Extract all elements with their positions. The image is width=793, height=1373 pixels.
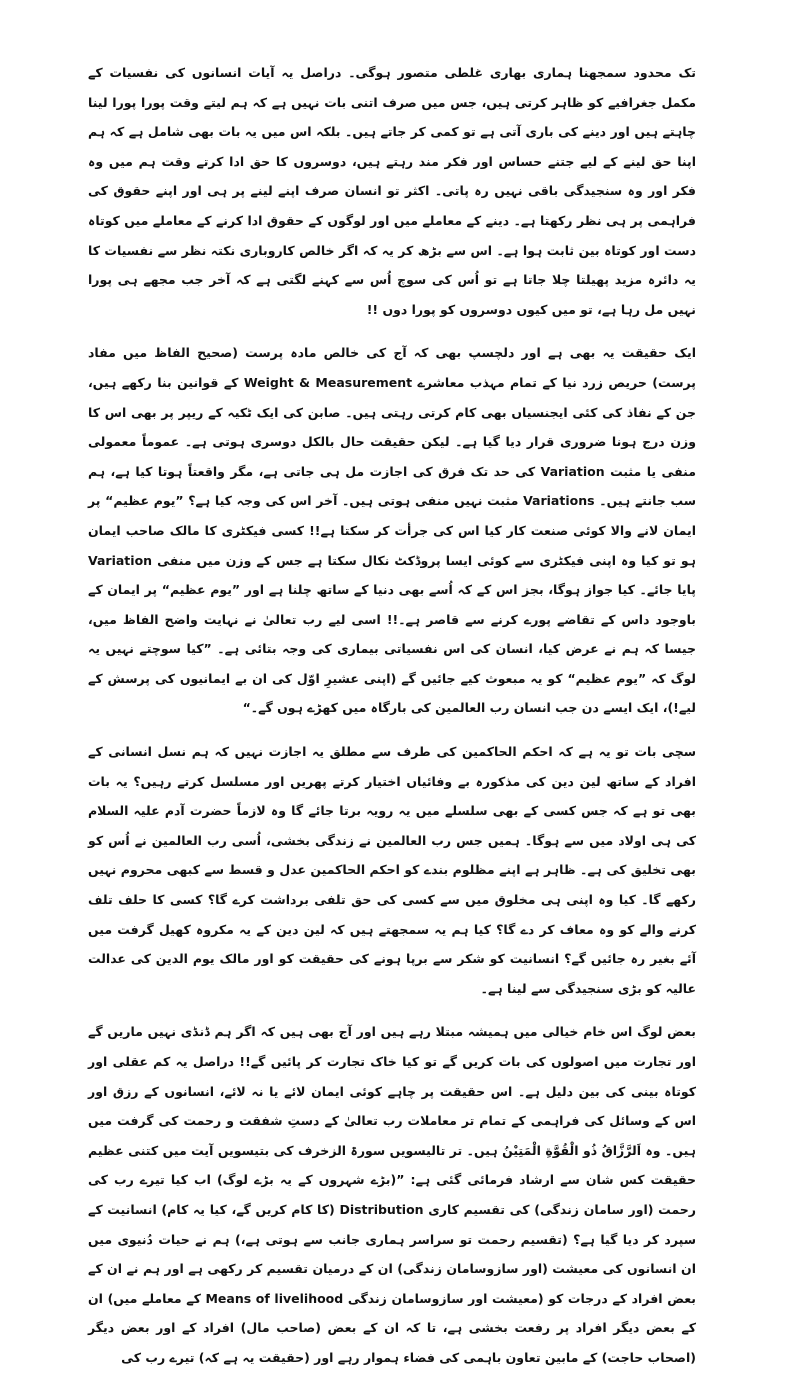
paragraph-4: بعض لوگ اس خام خیالی میں ہمیشہ مبتلا رہے ہیں اور آج بھی ہیں کہ اگر ہم ڈنڈی نہیں ماریں گے اور تجارت میں اصولوں کی بات کریں گے تو کیا خاک تجارت کر پائیں گے!! دراصل یہ کم عقلی اور کوتاہ بینی کی بین دلیل ہے۔ اس حقیقت پر چاہے کوئی ایمان لائے یا نہ لائے، انسانوں کے رزق اور اس کے وسائل کی فراہمی کے تمام تر معاملات رب تعالیٰ کے دستِ شفقت و رحمت کی گرفت میں ہیں۔ وہ اَلرَّزَّاقُ ذُو الْقُوَّةِ الْمَتِيْنُ ہیں۔ تر تالیسویں سورۃ الزخرف کی بتیسویں آیت میں کتنی عظیم حقیقت کس شان سے ارشاد فرمائی گئی ہے: ”(بڑے شہروں کے یہ بڑے لوگ) اب کیا تیرے رب کی رحمت (اور سامان زندگی) کی تقسیم کاری Distribution (کا کام کریں گے، کیا یہ کام) انسانیت کے سپرد کر دیا گیا ہے؟ (تقسیم رحمت تو سراسر ہماری جانب سے ہوتی ہے،) ہم نے حیات دُنیوی میں ان انسانوں کی معیشت (اور سازوسامان زندگی) ان کے درمیان تقسیم کر رکھی ہے اور ہم نے ان کے بعض افراد کے درجات کو (معیشت اور سازوسامان زندگی Means of livelihood کے معاملے میں) ان کے بعض دیگر افراد پر رفعت بخشی ہے، تا کہ ان کے بعض (صاحب مال) افراد کے اور بعض دیگر (اصحاب حاجت) کے مابین تعاون باہمی کی فضاء ہموار رہے اور (حقیقت یہ ہے کہ) تیرے رب کی <box>88 1024 696 1365</box>
paragraph-1: تک محدود سمجھنا ہماری بھاری غلطی متصور ہوگی۔ دراصل یہ آیات انسانوں کی نفسیات کے مکمل جغرافیے کو ظاہر کرتی ہیں، جس میں صرف اتنی بات نہیں ہے کہ ہم لیتے وقت پورا پورا لینا چاہتے ہیں اور دینے کی باری آتی ہے تو کمی کر جاتے ہیں۔ بلکہ اس میں یہ بات بھی شامل ہے کہ ہم اپنا حق لینے کے لیے جتنے حساس اور فکر مند رہتے ہیں، دوسروں کا حق ادا کرتے وقت ہم میں وہ فکر اور وہ سنجیدگی باقی نہیں رہ پاتی۔ اکثر تو انسان صرف اپنے لینے پر ہی اور اپنے حقوق کی فراہمی پر ہی نظر رکھتا ہے۔ دینے کے معاملے میں اور لوگوں کے حقوق ادا کرنے کے معاملے میں کوتاہ دست اور کوتاہ بین ثابت ہوا ہے۔ اس سے بڑھ کر یہ کہ اگر خالص کاروباری نکتہ نظر سے نفسیات کا یہ دائرہ مزید پھیلتا چلا جاتا ہے تو اُس کی سوچ اُس سے کہنے لگتی ہے کہ آخر جب مجھے ہی پورا نہیں مل رہا ہے، تو میں کیوں دوسروں کو پورا دوں !! <box>88 65 696 317</box>
paragraph-2: ایک حقیقت یہ بھی ہے اور دلچسپ بھی کہ آج کی خالص مادہ پرست (صحیح الفاظ میں مفاد پرست) حریص زرد نیا کے تمام مہذب معاشرے Weight & Measurement کے قوانین بنا رکھے ہیں، جن کے نفاذ کی کئی ایجنسیاں بھی کام کرتی رہتی ہیں۔ صابن کی ایک ٹکیہ کے ریپر پر بھی اس کا وزن درج ہونا ضروری قرار دیا گیا ہے۔ لیکن حقیقت حال بالکل دوسری ہوتی ہے۔ عموماً معمولی منفی یا مثبت Variation کی حد تک فرق کی اجازت مل ہی جاتی ہے، مگر واقعتاً ہوتا کیا ہے، ہم سب جانتے ہیں۔ Variations مثبت نہیں منفی ہوتی ہیں۔ آخر اس کی وجہ کیا ہے؟ ”یوم عظیم“ پر ایمان لانے والا کوئی صنعت کار کیا اس کی جرأت کر سکتا ہے!! کسی فیکٹری کا مالک صاحب ایمان ہو تو کیا وہ اپنی فیکٹری سے کوئی ایسا پروڈکٹ نکال سکتا ہے جس کے وزن میں منفی Variation پایا جائے۔ کیا جواز ہوگا، بجز اس کے کہ اُسے بھی دنیا کے ساتھ چلنا ہے اور ”یوم عظیم“ پر ایمان کے باوجود داس کے تقاضے پورے کرنے سے قاصر ہے۔!! اسی لیے رب تعالیٰ نے نہایت واضح الفاظ میں، جیسا کہ ہم نے عرض کیا، انسان کی اس نفسیاتی بیماری کی وجہ بتائی ہے۔ ”کیا سوچتے نہیں یہ لوگ کہ ”یوم عظیم“ کو یہ مبعوث کیے جائیں گے (اپنی عشیرِ اوّل کی ان بے ایمانیوں کی پرسش کے لیے!)، ایک ایسے دن جب انسان رب العالمین کی بارگاہ میں کھڑے ہوں گے۔“ <box>88 345 696 716</box>
document-body <box>88 58 696 1373</box>
paragraph-3: سچی بات تو یہ ہے کہ احکم الحاکمین کی طرف سے مطلق یہ اجازت نہیں کہ ہم نسل انسانی کے افراد کے ساتھ لین دین کی مذکورہ بے وفائیاں اختیار کرتے پھریں اور مسلسل کرتے رہیں؟ یہ بات بھی تو ہے کہ جس کسی کے بھی سلسلے میں یہ رویہ برتا جائے گا وہ لازماً حضرت آدم علیہ السلام کی ہی اولاد میں سے ہوگا۔ ہمیں جس رب العالمین نے زندگی بخشی، اُسی رب العالمین نے اُس کو بھی تخلیق کی ہے۔ ظاہر ہے اپنے مظلوم بندے کو احکم الحاکمین عدل و قسط سے کبھی محروم نہیں رکھے گا۔ کیا وہ اپنی ہی مخلوق میں سے کسی کی حق تلفی برداشت کرے گا؟ کسی کا حلف تلف کرنے والے کو وہ معاف کر دے گا؟ کیا ہم یہ سمجھتے ہیں کہ لین دین کے یہ مکروہ کھیل گرفت میں آئے بغیر رہ جائیں گے؟ انسانیت کو شکر سے برپا ہونے کی حقیقت کو اور مالک یوم الدین کی عدالت عالیہ کو بڑی سنجیدگی سے لینا ہے۔ <box>88 744 696 996</box>
